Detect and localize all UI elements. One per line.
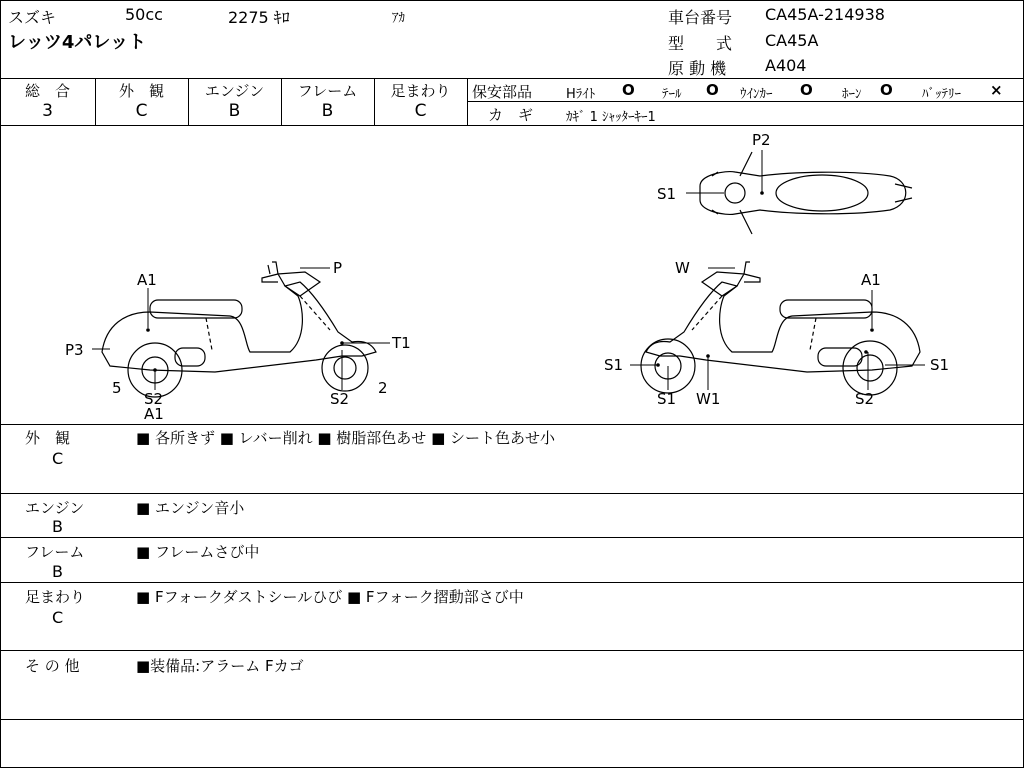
safety-mark-headlight: O — [622, 81, 635, 99]
label-right-s1-left: S1 — [604, 356, 624, 374]
grade-frame-value: B — [321, 101, 334, 121]
label-left-t1: T1 — [392, 334, 411, 352]
safety-mark-battery: × — [990, 81, 1003, 99]
label-left-2: 2 — [378, 379, 388, 397]
remark-exterior-label: 外 観 — [25, 429, 71, 447]
remark-other-text: ■装備品:アラーム Fカゴ — [136, 657, 304, 675]
safety-mark-winker: O — [800, 81, 813, 99]
safety-label: 保安部品 — [472, 83, 533, 101]
label-left-5: 5 — [112, 379, 122, 397]
label-right-a1: A1 — [861, 271, 881, 289]
label-left-a1-bottom: A1 — [144, 405, 164, 423]
scooter-top-view — [700, 152, 912, 234]
grade-engine-label: エンジン — [204, 82, 265, 100]
safety-mark-tail: O — [706, 81, 719, 99]
key-label: カ ギ — [488, 106, 534, 124]
safety-mark-horn: O — [880, 81, 893, 99]
grade-frame-label: フレーム — [297, 82, 358, 100]
grade-engine-value: B — [228, 101, 241, 121]
type-label: 型 式 — [668, 34, 733, 53]
remark-frame-text: ■ フレームさび中 — [136, 543, 260, 561]
grade-top-line — [0, 78, 1024, 79]
remark-engine-grade: B — [52, 517, 63, 536]
grade-exterior-label: 外 観 — [118, 82, 164, 100]
remarks-line — [0, 493, 1024, 494]
maker: スズキ — [8, 8, 57, 27]
remark-frame-label: フレーム — [25, 543, 85, 561]
label-left-s2-rear: S2 — [330, 390, 350, 408]
frame-no: CA45A-214938 — [765, 5, 885, 24]
remarks-line — [0, 719, 1024, 720]
remark-suspension-text: ■ Fフォークダストシールひび ■ Fフォーク摺動部さび中 — [136, 588, 524, 606]
remarks-line — [0, 537, 1024, 538]
damage-points — [146, 191, 874, 372]
remark-exterior-grade: C — [52, 449, 64, 468]
remark-other-label: そ の 他 — [25, 657, 80, 675]
remark-engine-text: ■ エンジン音小 — [136, 499, 245, 517]
grade-suspension-label: 足まわり — [390, 82, 451, 100]
label-right-w1: W1 — [696, 390, 721, 408]
remark-frame-grade: B — [52, 562, 63, 581]
remark-suspension-label: 足まわり — [25, 588, 86, 606]
label-left-s2: S2 — [144, 390, 164, 408]
grade-divider — [467, 78, 468, 125]
model-name: レッツ4パレット — [8, 32, 147, 53]
label-right-s1-bottom: S1 — [657, 390, 677, 408]
label-top-s1: S1 — [657, 185, 677, 203]
engine-label: 原 動 機 — [668, 59, 727, 78]
displacement: 50cc — [125, 5, 163, 24]
remarks-line — [0, 582, 1024, 583]
label-top-p2: P2 — [752, 131, 771, 149]
frame-no-label: 車台番号 — [668, 8, 733, 27]
remarks-line — [0, 650, 1024, 651]
remark-exterior-text: ■ 各所きず ■ レバー削れ ■ 樹脂部色あせ ■ シート色あせ小 — [136, 429, 556, 447]
grade-overall-value: 3 — [42, 101, 53, 121]
engine-value: A404 — [765, 56, 807, 75]
label-right-s2: S2 — [855, 390, 875, 408]
label-left-p3: P3 — [65, 341, 84, 359]
safety-item-winker: ｳｲﾝｶｰ — [740, 87, 773, 102]
safety-item-battery: ﾊﾞｯﾃﾘｰ — [922, 87, 961, 102]
damage-diagram — [0, 126, 1022, 424]
remark-suspension-grade: C — [52, 608, 64, 627]
grade-suspension-value: C — [414, 101, 427, 121]
label-right-s1-rear: S1 — [930, 356, 950, 374]
color: ｱｶ — [392, 11, 405, 26]
remarks-top-line — [0, 424, 1024, 425]
safety-item-tail: ﾃｰﾙ — [662, 87, 682, 102]
safety-item-horn: ﾎｰﾝ — [842, 87, 862, 102]
grade-exterior-value: C — [135, 101, 148, 121]
key-value: ｶｷﾞ 1 ｼｬｯﾀｰｷｰ1 — [566, 110, 656, 125]
mileage: 2275 ｷﾛ — [228, 8, 290, 27]
label-left-p: P — [333, 259, 343, 277]
safety-item-headlight: Hﾗｲﾄ — [566, 87, 596, 102]
label-left-a1-top: A1 — [137, 271, 157, 289]
remark-engine-label: エンジン — [25, 499, 85, 517]
label-right-w: W — [675, 259, 690, 277]
grade-overall-label: 総 合 — [24, 82, 70, 100]
leader-lines — [92, 150, 925, 390]
type-value: CA45A — [765, 31, 819, 50]
